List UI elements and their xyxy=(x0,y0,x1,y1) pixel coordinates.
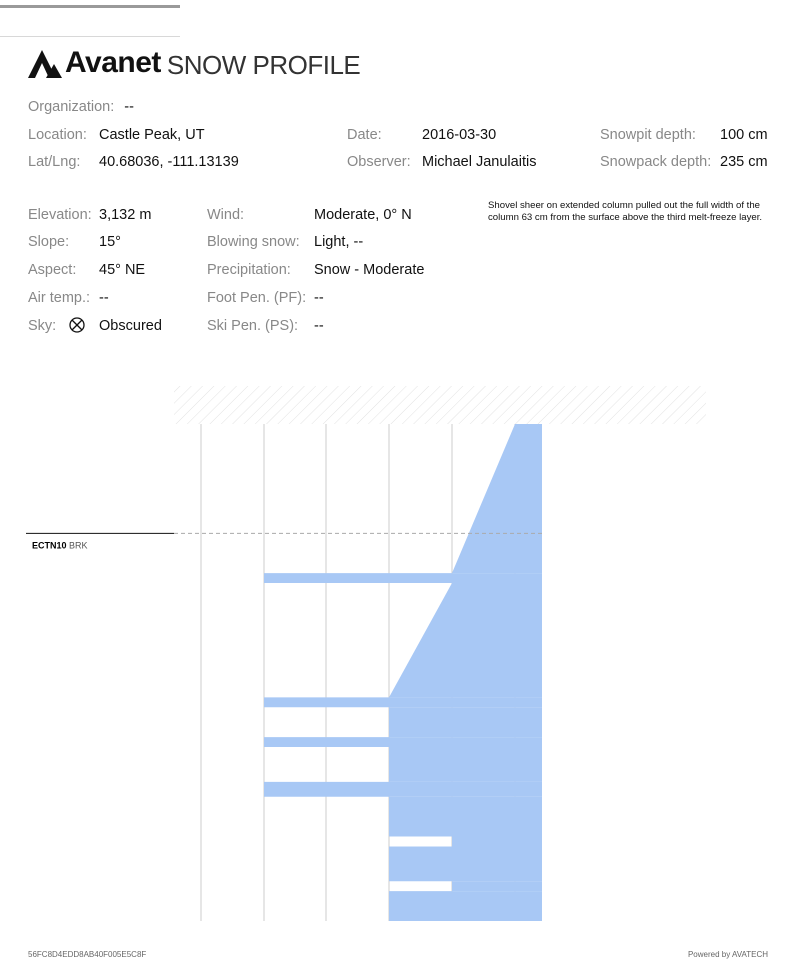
wind-value: Moderate, 0° N xyxy=(314,207,412,223)
snowpack-depth-value: 235 cm xyxy=(720,154,768,170)
hardness-layer-fill xyxy=(264,697,542,707)
foot-pen-label: Foot Pen. (PF): xyxy=(207,290,307,306)
organization-field: Organization: -- xyxy=(28,99,134,115)
foot-pen-value: -- xyxy=(314,290,324,306)
aspect-value: 45° NE xyxy=(99,262,146,278)
hardness-layer-fill xyxy=(452,424,542,573)
profile-id: 56FC8D4EDD8AB40F005E5C8F xyxy=(28,950,147,959)
snowpit-depth-label: Snowpit depth: xyxy=(600,127,696,143)
precipitation-label: Precipitation: xyxy=(207,262,291,278)
stability-test-label: ECTN10 BRK xyxy=(32,540,88,551)
observer-label: Observer: xyxy=(347,154,411,170)
wind-label: Wind: xyxy=(207,207,245,223)
sky-value: Obscured xyxy=(99,318,162,334)
aspect-label: Aspect: xyxy=(28,262,77,278)
date-value: 2016-03-30 xyxy=(422,127,497,143)
observer-value: Michael Janulaitis xyxy=(422,154,537,170)
ski-pen-value: -- xyxy=(314,318,324,334)
location-label: Location: xyxy=(28,127,87,143)
slope-value: 15° xyxy=(99,234,121,250)
hardness-layer-fill xyxy=(389,747,542,782)
hardness-layer-fill xyxy=(452,837,542,847)
hardness-layer-fill xyxy=(389,846,542,881)
snowpit-depth-value: 100 cm xyxy=(720,127,768,143)
slope-label: Slope: xyxy=(28,234,70,250)
ski-pen-label: Ski Pen. (PS): xyxy=(207,318,299,334)
hardness-layer-fill xyxy=(389,891,542,921)
page-title: SNOW PROFILE xyxy=(166,50,361,80)
date-label: Date: xyxy=(347,127,382,143)
hardness-layer-fill xyxy=(389,797,542,837)
sky-label: Sky: xyxy=(28,318,57,334)
location-value: Castle Peak, UT xyxy=(99,127,205,143)
hardness-layer-fill xyxy=(389,707,542,737)
hardness-layer-fill xyxy=(389,583,542,697)
profile-note: Shovel sheer on extended column pulled out the full width of the column 63 cm from the surface above the third melt-freeze layer. xyxy=(488,200,763,223)
air-temp-value: -- xyxy=(99,290,109,306)
hardness-layer-fill xyxy=(264,782,542,797)
hardness-layer-fill xyxy=(264,737,542,747)
latlng-label: Lat/Lng: xyxy=(28,154,81,170)
above-surface-band xyxy=(174,386,706,424)
latlng-value: 40.68036, -111.13139 xyxy=(99,154,239,170)
hardness-layer-fill xyxy=(452,881,542,891)
elevation-value: 3,132 m xyxy=(99,207,152,223)
hardness-layer-fill xyxy=(264,573,542,583)
elevation-label: Elevation: xyxy=(28,207,92,223)
air-temp-label: Air temp.: xyxy=(28,290,91,306)
powered-by: Powered by AVATECH xyxy=(687,950,768,959)
blowing-snow-value: Light, -- xyxy=(314,234,364,250)
precipitation-value: Snow - Moderate xyxy=(314,262,425,278)
blowing-snow-label: Blowing snow: xyxy=(207,234,300,250)
snowpack-depth-label: Snowpack depth: xyxy=(600,154,712,170)
brand-name: Avanet xyxy=(65,46,161,79)
